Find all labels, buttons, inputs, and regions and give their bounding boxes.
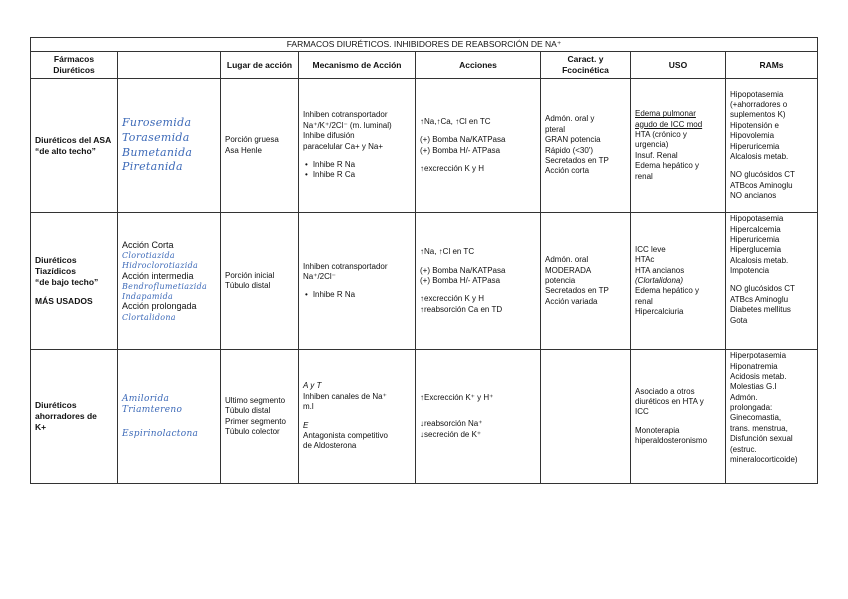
- agent-name: Bendroflumetiazida: [122, 282, 208, 292]
- ram-line: Hipotensión e: [730, 120, 779, 130]
- agent-group-label: Acción prolongada: [122, 301, 197, 312]
- ram-line: Gota: [730, 315, 748, 325]
- drug-class-line: Diuréticos: [35, 400, 77, 411]
- mecanismo-cell: [299, 213, 416, 350]
- lugar-line: Túbulo colector: [225, 427, 280, 437]
- mecanismo-line: E: [303, 420, 309, 430]
- header-caract: Caract. y Fcocinética: [541, 52, 631, 79]
- uso-cell: [631, 79, 726, 213]
- accion-line: ↑excrección K y H: [420, 164, 485, 174]
- caract-line: Secretados en TP: [545, 286, 609, 296]
- ram-line: Hiperpotasemia: [730, 351, 787, 361]
- header-mecanismo: Mecanismo de Acción: [299, 52, 416, 79]
- ram-line: Hiperglucemia: [730, 245, 782, 255]
- uso-line: hiperaldosteronismo: [635, 436, 708, 446]
- ram-line: ATBcs Aminoglu: [730, 294, 789, 304]
- table-row: [31, 213, 818, 350]
- caract-cell: [541, 79, 631, 213]
- agent-group-label: Acción intermedia: [122, 270, 194, 281]
- ram-line: (+ahorradores o: [730, 100, 788, 110]
- uso-line: HTA ancianos: [635, 265, 685, 275]
- mecanismo-line: Inhiben cotransportador: [303, 261, 388, 271]
- header-farmacos: Fármacos Diuréticos: [31, 52, 118, 79]
- acciones-cell: [416, 350, 541, 484]
- uso-line: Edema hepático y: [635, 286, 700, 296]
- drug-class-line: Tiazídicos: [35, 266, 76, 277]
- agents-cell: [118, 350, 221, 484]
- ram-line: Hipovolemia: [730, 131, 775, 141]
- ram-line: Acidosis metab.: [730, 371, 787, 381]
- mecanismo-bullet: • Inhibe R Ca: [303, 170, 411, 180]
- caract-line: Rápido (<30'): [545, 145, 593, 155]
- caract-line: MODERADA: [545, 265, 592, 275]
- mecanismo-line: Inhiben canales de Na⁺: [303, 391, 387, 401]
- accion-line: ↑Excrección K⁺ y H⁺: [420, 393, 494, 403]
- drug-class-line: “de alto techo”: [35, 145, 96, 156]
- ram-line: Diabetes mellitus: [730, 305, 791, 315]
- ram-line: Molestias G.I: [730, 382, 777, 392]
- lugar-cell: [221, 213, 299, 350]
- accion-line: ↑Na,↑Ca, ↑Cl en TC: [420, 116, 491, 126]
- uso-line: agudo de ICC mod: [635, 119, 703, 129]
- accion-line: (+) Bomba H/- ATPasa: [420, 275, 501, 285]
- mecanismo-bullet: • Inhibe R Na: [303, 290, 411, 300]
- accion-line: ↑reabsorción Ca en TD: [420, 304, 503, 314]
- uso-line: Edema hepático y: [635, 161, 700, 171]
- uso-cell: [631, 350, 726, 484]
- uso-line: ICC: [635, 407, 649, 417]
- ram-line: Hiperuricemia: [730, 141, 780, 151]
- agent-name: Amilorida: [122, 393, 170, 404]
- agent-name: Furosemida: [122, 115, 192, 129]
- accion-line: ↑excrección K y H: [420, 294, 485, 304]
- uso-line: HTA (crónico y: [635, 130, 687, 140]
- acciones-cell: [416, 213, 541, 350]
- accion-line: (+) Bomba H/- ATPasa: [420, 145, 501, 155]
- drug-class-line: ahorradores de: [35, 411, 97, 422]
- drug-class-line: “de bajo techo”: [35, 277, 99, 288]
- uso-cell: [631, 213, 726, 350]
- ram-line: prolongada:: [730, 403, 773, 413]
- lugar-line: Primer segmento: [225, 416, 286, 426]
- table-title: FARMACOS DIURÉTICOS. INHIBIDORES DE REABSORCIÓN DE NA⁺: [31, 38, 818, 52]
- accion-line: ↓secreción de K⁺: [420, 429, 482, 439]
- agent-name: Indapamida: [122, 291, 174, 301]
- lugar-line: Porción inicial: [225, 270, 275, 280]
- mecanismo-cell: [299, 79, 416, 213]
- ram-line: Admón.: [730, 392, 758, 402]
- uso-line: diuréticos en HTA y: [635, 397, 704, 407]
- ram-line: (estruc.: [730, 444, 757, 454]
- lugar-line: Asa Henle: [225, 145, 262, 155]
- ram-line: Hiperuricemia: [730, 234, 780, 244]
- caract-line: Acción variada: [545, 296, 598, 306]
- lugar-line: Túbulo distal: [225, 406, 271, 416]
- drug-class-line: Diuréticos del ASA: [35, 134, 112, 145]
- mecanismo-cell: [299, 350, 416, 484]
- uso-line: Edema pulmonar: [635, 109, 696, 119]
- uso-line: (Clortalidona): [635, 275, 684, 285]
- ram-line: Alcalosis metab.: [730, 255, 789, 265]
- uso-line: ICC leve: [635, 244, 666, 254]
- ram-line: Disfunción sexual: [730, 434, 793, 444]
- rams-cell: [726, 213, 818, 350]
- header-blank: [118, 52, 221, 79]
- caract-line: GRAN potencia: [545, 135, 601, 145]
- ram-line: mineralocorticoide): [730, 455, 798, 465]
- lugar-line: Túbulo distal: [225, 281, 271, 291]
- mecanismo-line: paracelular Ca+ y Na+: [303, 141, 384, 151]
- drug-class-line: MÁS USADOS: [35, 296, 93, 307]
- ram-line: Hiponatremia: [730, 361, 778, 371]
- caract-line: pteral: [545, 124, 566, 134]
- agents-cell: [118, 79, 221, 213]
- lugar-line: Porción gruesa: [225, 135, 279, 145]
- agent-name: Torasemida: [122, 130, 190, 144]
- ram-line: suplementos K): [730, 110, 786, 120]
- mecanismo-line: A y T: [303, 381, 322, 391]
- uso-line: HTAc: [635, 255, 655, 265]
- drug-class-line: Diuréticos: [35, 255, 77, 266]
- mecanismo-line: Inhiben cotransportador: [303, 110, 388, 120]
- uso-line: urgencia): [635, 140, 669, 150]
- caract-line: Admón. oral: [545, 255, 589, 265]
- uso-line: Asociado a otros: [635, 386, 695, 396]
- mecanismo-line: de Aldosterona: [303, 441, 357, 451]
- mecanismo-line: Na⁺/2Cl⁻: [303, 271, 336, 281]
- table-row: [31, 350, 818, 484]
- ram-line: NO glucósidos CT: [730, 170, 795, 180]
- caract-line: Secretados en TP: [545, 156, 609, 166]
- drug-class-cell: [31, 213, 118, 350]
- header-rams: RAMs: [726, 52, 818, 79]
- header-lugar: Lugar de acción: [221, 52, 299, 79]
- agent-name: Espirinolactona: [122, 428, 199, 439]
- mecanismo-line: m.l: [303, 402, 314, 412]
- agent-name: Bumetanida: [122, 145, 193, 159]
- drug-class-cell: [31, 350, 118, 484]
- uso-line: Monoterapia: [635, 425, 680, 435]
- table-row: [31, 79, 818, 213]
- mecanismo-line: Antagonista competitivo: [303, 431, 388, 441]
- rams-cell: [726, 79, 818, 213]
- caract-line: Admón. oral y: [545, 114, 595, 124]
- ram-line: trans. menstrua,: [730, 423, 788, 433]
- caract-cell: [541, 213, 631, 350]
- caract-line: potencia: [545, 275, 576, 285]
- rams-cell: [726, 350, 818, 484]
- ram-line: Hipopotasemia: [730, 89, 784, 99]
- agents-cell: [118, 213, 221, 350]
- caract-line: Acción corta: [545, 166, 590, 176]
- mecanismo-line: Na⁺/K⁺/2Cl⁻ (m. luminal): [303, 120, 392, 130]
- agent-name: Clortalidona: [122, 313, 176, 323]
- ram-line: Hipercalcemia: [730, 224, 781, 234]
- lugar-cell: [221, 350, 299, 484]
- acciones-cell: [416, 79, 541, 213]
- drug-class-line: K+: [35, 422, 47, 433]
- accion-line: ↑Na, ↑Cl en TC: [420, 247, 475, 257]
- diuretics-table: [30, 37, 818, 484]
- agent-name: Hidroclorotiazida: [122, 260, 199, 270]
- lugar-line: Ultimo segmento: [225, 395, 286, 405]
- agent-name: Triamtereno: [122, 404, 183, 415]
- header-acciones: Acciones: [416, 52, 541, 79]
- ram-line: Ginecomastia,: [730, 413, 782, 423]
- accion-line: (+) Bomba Na/KATPasa: [420, 265, 506, 275]
- mecanismo-line: Inhibe difusión: [303, 131, 355, 141]
- ram-line: NO glucósidos CT: [730, 284, 795, 294]
- mecanismo-bullet: • Inhibe R Na: [303, 160, 411, 170]
- ram-line: ATBcos Aminoglu: [730, 180, 793, 190]
- agent-name: Piretanida: [122, 160, 183, 174]
- ram-line: NO ancianos: [730, 191, 777, 201]
- agent-name: Clorotiazida: [122, 251, 175, 261]
- accion-line: (+) Bomba Na/KATPasa: [420, 135, 506, 145]
- caract-cell: [541, 350, 631, 484]
- accion-line: ↓reabsorción Na⁺: [420, 419, 483, 429]
- drug-class-cell: [31, 79, 118, 213]
- uso-line: Hipercalciuria: [635, 307, 684, 317]
- agent-group-label: Acción Corta: [122, 239, 174, 250]
- ram-line: Alcalosis metab.: [730, 152, 789, 162]
- header-uso: USO: [631, 52, 726, 79]
- uso-line: renal: [635, 171, 653, 181]
- ram-line: Hipopotasemia: [730, 214, 784, 224]
- ram-line: Impotencia: [730, 266, 770, 276]
- uso-line: renal: [635, 296, 653, 306]
- lugar-cell: [221, 79, 299, 213]
- uso-line: Insuf. Renal: [635, 150, 678, 160]
